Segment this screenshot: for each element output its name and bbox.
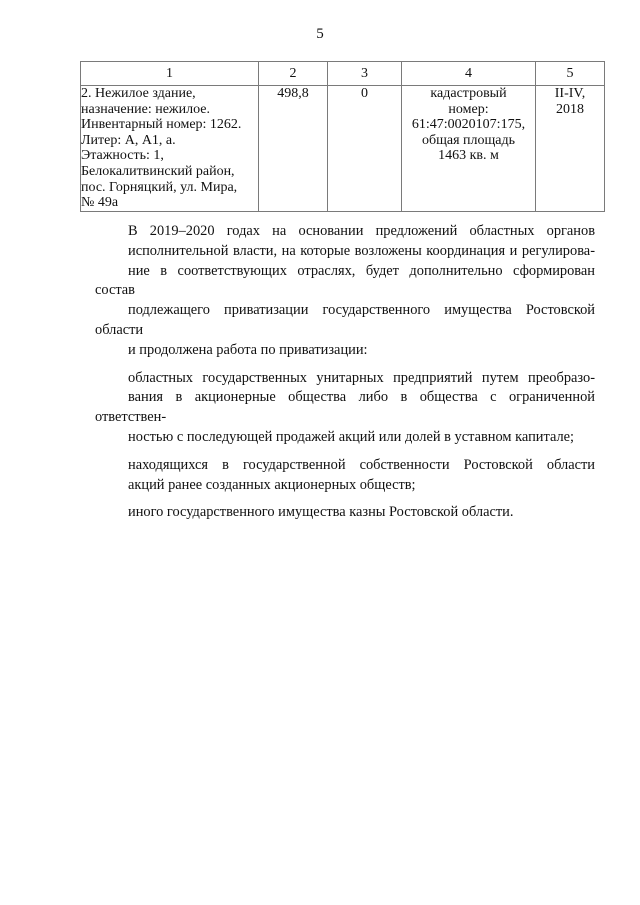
cadastral-line: кадастровый <box>430 86 507 101</box>
paragraph-treasury-property <box>95 503 595 523</box>
text-line: иного государственного имущества казны Ростовской области. <box>128 504 514 521</box>
description-line: Инвентарный номер: 1262. <box>81 117 242 133</box>
text-line: и продолжена работа по приватизации: <box>128 341 368 358</box>
paragraph-unitary-enterprises <box>95 369 595 448</box>
text-line: исполнительной власти, на которые возложены координация и регулирова- <box>128 242 595 259</box>
description-line: Литер: А, А1, а. <box>81 132 176 148</box>
header-col-3: 3 <box>328 62 402 86</box>
text-line: областных государственных унитарных предприятий путем преобразо- <box>128 369 595 386</box>
table-header-row <box>81 62 605 86</box>
text-line: акций ранее созданных акционерных обществ; <box>128 476 416 493</box>
table-row <box>81 86 605 212</box>
text-line: В 2019–2020 годах на основании предложений областных органов <box>128 223 595 239</box>
cadastral-line: 61:47:0020107:175, <box>411 117 526 133</box>
col-3-value: 0 <box>328 86 402 212</box>
description-line: пос. Горняцкий, ул. Мира, <box>81 179 238 195</box>
description-line: Этажность: 1, <box>81 148 164 164</box>
col-2-value: 498,8 <box>259 86 328 212</box>
text-line: подлежащего приватизации государственного имущества Ростовской области <box>95 302 595 338</box>
page-number: 5 <box>316 26 324 42</box>
period-line: II-IV, <box>554 86 586 101</box>
period-line: 2018 <box>556 101 584 117</box>
paragraph-shares <box>95 456 595 496</box>
header-col-5: 5 <box>536 62 605 86</box>
text-line: находящихся в государственной собственности Ростовской области <box>128 456 595 473</box>
description-line: назначение: нежилое. <box>81 101 210 117</box>
header-col-4: 4 <box>402 62 536 86</box>
description-line: Белокалитвинский район, <box>81 163 235 179</box>
cadastral-line: общая площадь <box>421 132 516 148</box>
cadastral-line: номер: <box>448 101 489 117</box>
text-line: вания в акционерные общества либо в общества с ограниченной ответствен- <box>95 389 595 426</box>
period-cell <box>536 86 605 212</box>
paragraph-intro <box>95 222 595 361</box>
header-col-1: 1 <box>81 62 259 86</box>
text-line: ние в соответствующих отраслях, будет дополнительно сформирован состав <box>95 262 595 299</box>
text-line: ностью с последующей продажей акций или долей в уставном капитале; <box>128 428 575 445</box>
body-text <box>95 222 595 523</box>
property-description-cell <box>81 86 259 212</box>
cadastral-info-cell <box>402 86 536 212</box>
header-col-2: 2 <box>259 62 328 86</box>
description-line: 2. Нежилое здание, <box>81 86 196 101</box>
cadastral-line: 1463 кв. м <box>438 148 499 164</box>
property-table <box>80 61 605 212</box>
description-line: № 49а <box>81 195 119 211</box>
